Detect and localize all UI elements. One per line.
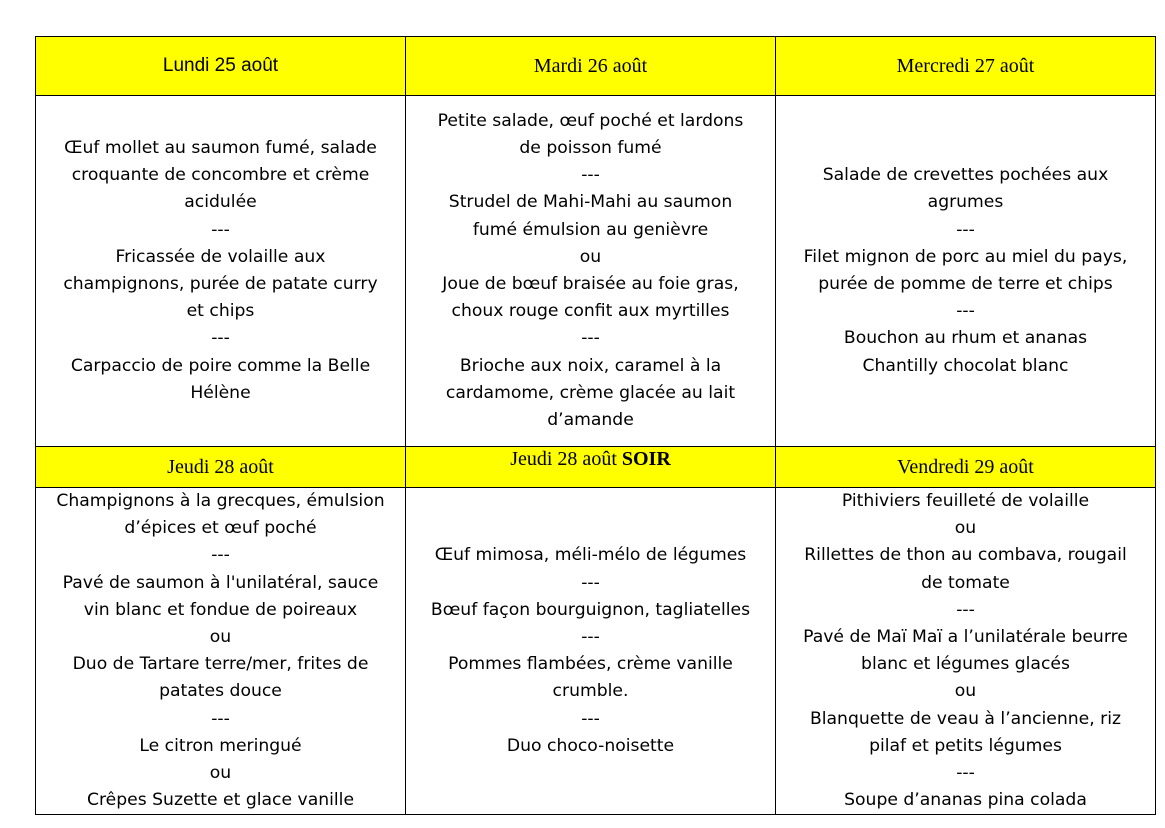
menu-line: choux rouge confit aux myrtilles (451, 301, 730, 322)
menu-line: agrumes (927, 192, 1004, 213)
menu-line: Duo choco-noisette (506, 735, 675, 756)
menu-line: patates douce (159, 681, 282, 702)
header-lundi (36, 37, 406, 96)
menu-line: --- (211, 545, 230, 566)
menu-line: ou (209, 627, 232, 648)
menu-cell-lundi (36, 96, 406, 447)
menu-jeudi-soir (406, 542, 775, 760)
menu-line: Champignons à la grecques, émulsion (56, 491, 385, 511)
menu-line: Joue de bœuf braisée au foie gras, (442, 274, 739, 294)
menu-line: d’épices et œuf poché (124, 518, 317, 539)
menu-line: ou (954, 681, 977, 702)
menu-line: Duo de Tartare terre/mer, frites de (72, 654, 369, 675)
header-mardi (406, 37, 776, 96)
menu-vendredi (776, 488, 1155, 814)
menu-line: Pommes flambées, crème vanille (448, 654, 733, 675)
menu-line: ou (954, 518, 977, 539)
day-title-lundi: Lundi 25 août (162, 55, 279, 76)
menu-line: Rillettes de thon au combava, rougail (804, 545, 1127, 566)
menu-line: --- (956, 219, 975, 240)
menu-line: Fricassée de volaille aux (115, 246, 326, 267)
menu-mercredi (776, 162, 1155, 380)
menu-cell-vendredi (776, 488, 1156, 815)
menu-line: Le citron meringué (139, 735, 302, 756)
menu-line: Strudel de Mahi-Mahi au saumon (448, 192, 733, 213)
menu-mardi (406, 108, 775, 434)
menu-line: Œuf mimosa, méli-mélo de légumes (434, 545, 747, 566)
menu-line: --- (581, 708, 600, 729)
soir-label: SOIR (621, 447, 671, 470)
header-jeudi-soir (406, 447, 776, 488)
menu-line: champignons, purée de patate curry (63, 274, 378, 294)
menu-cell-mardi (406, 96, 776, 447)
menu-line: --- (211, 708, 230, 729)
menu-line: de poisson fumé (519, 137, 662, 158)
menu-line: --- (211, 219, 230, 240)
day-title-vendredi: Vendredi 29 août (897, 455, 1034, 478)
menu-line: cardamome, crème glacée au lait (445, 382, 736, 403)
day-title-jeudi-soir (406, 448, 775, 471)
header-jeudi (36, 447, 406, 488)
menu-line: pilaf et petits légumes (869, 735, 1062, 756)
menu-line: de tomate (921, 572, 1010, 593)
menu-line: fumé émulsion au genièvre (472, 219, 709, 240)
menu-lundi (36, 135, 405, 407)
header-vendredi (776, 447, 1156, 488)
day-title-mercredi: Mercredi 27 août (896, 54, 1035, 77)
day-title-mardi: Mardi 26 août (533, 54, 648, 77)
menu-line: Pithiviers feuilleté de volaille (841, 491, 1090, 511)
menu-line: Carpaccio de poire comme la Belle (70, 355, 371, 376)
day-title-jeudi: Jeudi 28 août (167, 455, 274, 478)
menu-line: ou (209, 763, 232, 784)
menu-line: crumble. (552, 681, 629, 702)
menu-line: Brioche aux noix, caramel à la (459, 355, 722, 376)
menu-line: acidulée (184, 192, 257, 213)
menu-line: --- (581, 627, 600, 648)
menu-line: Pavé de saumon à l'unilatéral, sauce (62, 572, 379, 593)
menu-line: et chips (186, 301, 255, 322)
menu-line: ou (579, 246, 602, 267)
menu-line: --- (581, 572, 600, 593)
menu-cell-jeudi-soir (406, 488, 776, 815)
menu-line: --- (581, 165, 600, 186)
menu-line: Œuf mollet au saumon fumé, salade (64, 137, 377, 158)
menu-table (35, 36, 1156, 815)
menu-line: Pavé de Maï Maï a l’unilatérale beurre (803, 627, 1128, 648)
menu-line: blanc et légumes glacés (861, 654, 1070, 675)
menu-line: vin blanc et fondue de poireaux (83, 599, 358, 620)
menu-jeudi (36, 488, 405, 814)
menu-line: Bouchon au rhum et ananas (843, 328, 1088, 349)
menu-line: --- (956, 301, 975, 322)
menu-line: Blanquette de veau à l’ancienne, riz (809, 708, 1122, 729)
menu-line: Bœuf façon bourguignon, tagliatelles (430, 599, 751, 620)
menu-line: Crêpes Suzette et glace vanille (86, 790, 355, 811)
menu-line: Chantilly chocolat blanc (862, 355, 1069, 376)
menu-line: --- (211, 328, 230, 349)
menu-line: Soupe d’ananas pina colada (844, 790, 1087, 811)
menu-line: purée de pomme de terre et chips (818, 274, 1113, 294)
menu-line: d’amande (547, 410, 634, 431)
menu-line: --- (956, 599, 975, 620)
menu-cell-jeudi (36, 488, 406, 815)
menu-line: Petite salade, œuf poché et lardons (437, 110, 744, 131)
menu-line: --- (581, 328, 600, 349)
menu-line: Filet mignon de porc au miel du pays, (803, 246, 1128, 267)
jeudi-soir-date: Jeudi 28 août (510, 447, 622, 470)
header-mercredi (776, 37, 1156, 96)
menu-cell-mercredi (776, 96, 1156, 447)
menu-line: Salade de crevettes pochées aux (822, 165, 1109, 186)
menu-line: --- (956, 763, 975, 784)
menu-line: croquante de concombre et crème (71, 165, 370, 186)
menu-line: Hélène (190, 382, 251, 403)
